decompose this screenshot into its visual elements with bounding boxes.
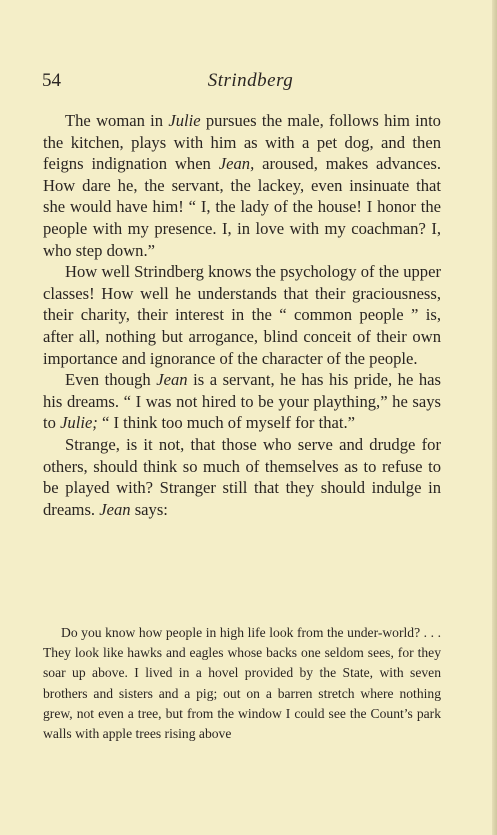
italic-jean: Jean, — [218, 154, 255, 174]
quote-text: Do you know how people in high life look from the under-world? . . . They look like hawks and eagles whose backs one seldom sees, for they soar up above. I lived in a hovel provided by the State, with seven brothers and sisters and a pig; out on a barren stretch where nothing grew, not even a tree, but from the window I could see the Count’s park walls with apple trees rising above — [43, 625, 441, 742]
italic-julie: Julie; — [60, 413, 98, 433]
italic-julie: Julie — [168, 111, 201, 130]
paragraph-1: The woman in Julie pursues the male, follows him into the kitchen, plays with him as with a pet dog, and then feigns indignation when Jean, aroused, makes advances. How dare he, the servant, the lackey, even insinuate that she would have him! “ I, the lady of the house! I honor the people with my presence. I, in love with my coachman? I, who step down.” — [43, 111, 441, 260]
body-text — [43, 110, 441, 520]
page-edge — [492, 0, 497, 835]
running-title: Strindberg — [207, 70, 294, 91]
italic-jean: Jean — [156, 370, 188, 390]
block-quote — [43, 623, 441, 744]
page-number: 54 — [42, 70, 61, 91]
page-header — [42, 70, 459, 94]
paragraph-4: Strange, is it not, that those who serve and drudge for others, should think so much of themselves as to refuse to be played with? Stranger still that they should indulge in dreams. Jean says: — [43, 434, 441, 519]
italic-jean: Jean — [99, 499, 131, 519]
paragraph-2: How well Strindberg knows the psychology of the upper classes! How well he understands that their graciousness, their charity, their interest in the “ common people ” is, after all, nothing but arrogance, blind conceit of their own importance and ignorance of the character of the people. — [43, 262, 441, 368]
paragraph-3: Even though Jean is a servant, he has his pride, he has his dreams. “ I was not hired to be your plaything,” he says to Julie; “ I think too much of myself for that.” — [43, 370, 441, 433]
